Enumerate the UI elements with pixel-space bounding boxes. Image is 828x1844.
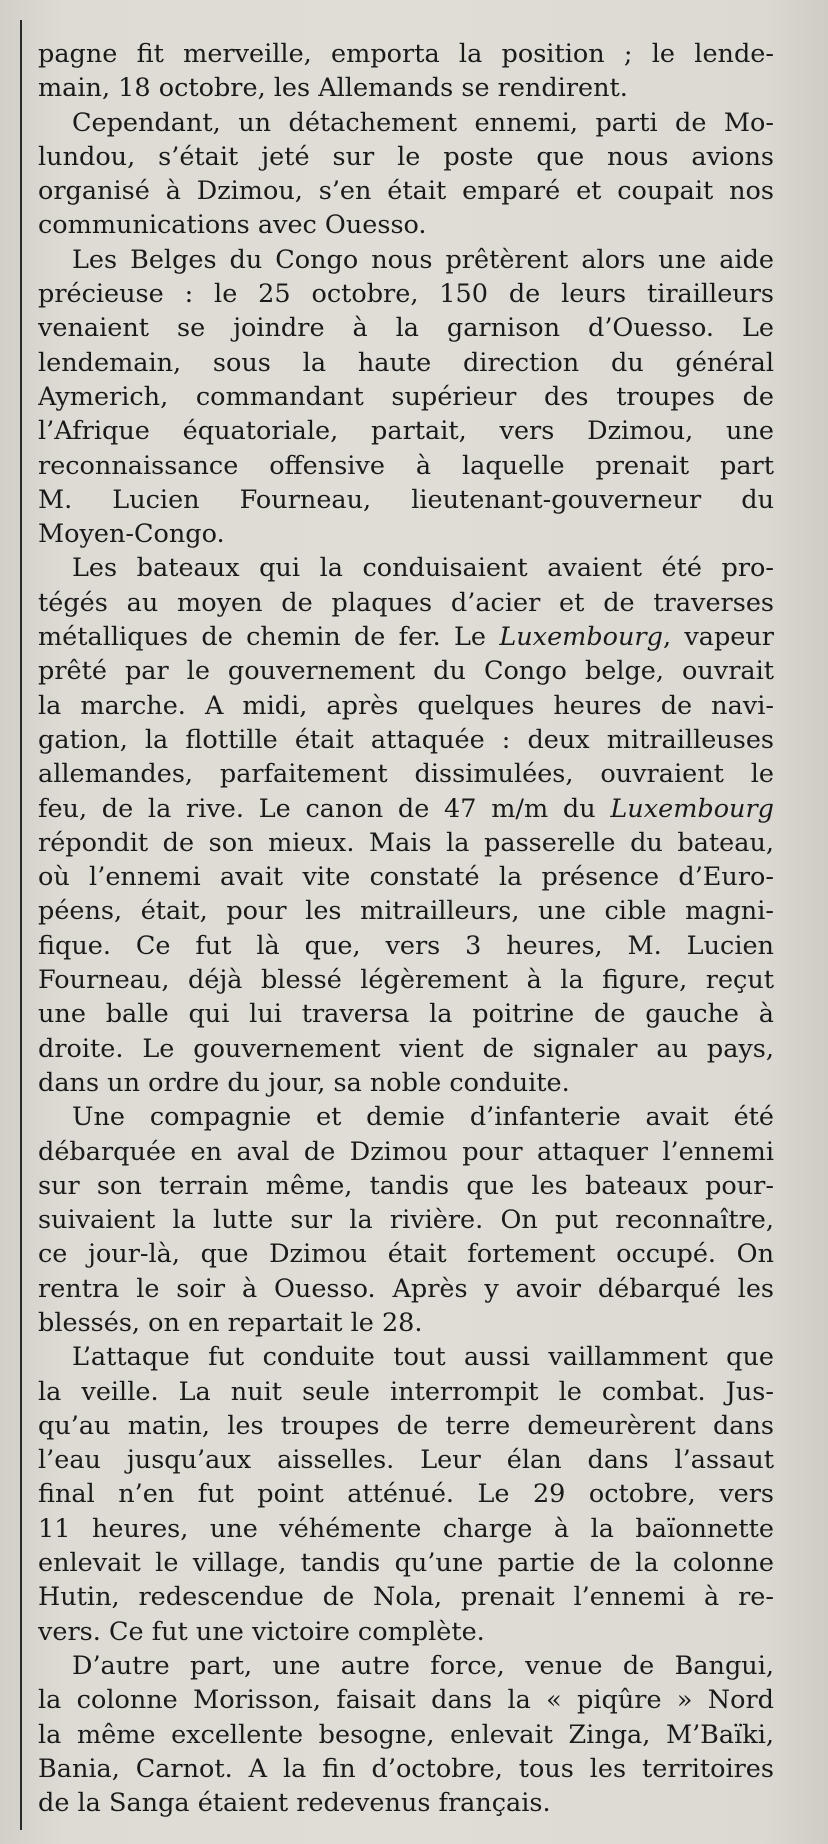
text-line: Une compagnie et demie d’infanterie avait été [72,1102,774,1133]
text-line: la marche. A midi, après quelques heures de navi- [38,690,774,721]
text-line: gation, la flottille était attaquée : deux mitrailleuses [38,724,774,755]
paragraph [38,106,774,243]
text-line: lendemain, sous la haute direction du général [38,347,774,378]
text-line: L’attaque fut conduite tout aussi vaillamment que [72,1342,774,1373]
text-line: prêté par le gouvernement du Congo belge, ouvrait [38,656,774,687]
text-line: suivaient la lutte sur la rivière. On put reconnaître, [38,1205,774,1236]
text-line: lundou, s’était jeté sur le poste que nous avions [38,141,774,172]
text-line: qu’au matin, les troupes de terre demeurèrent dans [38,1410,774,1441]
paragraph [38,37,774,106]
paragraph [38,1649,774,1820]
text-line: métalliques de chemin de fer. Le Luxembourg, vapeur [38,622,774,653]
text-line: tégés au moyen de plaques d’acier et de traverses [38,587,774,618]
text-line: blessés, on en repartait le 28. [38,1307,423,1338]
text-line: Les Belges du Congo nous prêtèrent alors une aide [72,244,774,275]
text-line: D’autre part, une autre force, venue de Bangui, [72,1650,774,1681]
text-line: rentra le soir à Ouesso. Après y avoir débarqué les [38,1273,774,1304]
paragraph [38,243,774,552]
text-line: organisé à Dzimou, s’en était emparé et coupait nos [38,176,774,207]
text-line: péens, était, pour les mitrailleurs, une cible magni- [38,896,774,927]
paragraph [38,1340,774,1649]
text-line: M. Lucien Fourneau, lieutenant-gouverneur du [38,484,774,515]
text-line: la veille. La nuit seule interrompit le combat. Jus- [38,1376,774,1407]
paragraph [38,1100,774,1340]
text-line: Bania, Carnot. A la fin d’octobre, tous les territoires [38,1753,774,1784]
text-line: l’eau jusqu’aux aisselles. Leur élan dans l’assaut [38,1445,774,1476]
text-line: Aymerich, commandant supérieur des troupes de [38,381,774,412]
text-line: Fourneau, déjà blessé légèrement à la figure, reçut [38,965,774,996]
text-line: ce jour-là, que Dzimou était fortement occupé. On [38,1239,774,1270]
text-line: une balle qui lui traversa la poitrine de gauche à [38,999,774,1030]
text-line: vers. Ce fut une victoire complète. [38,1616,485,1647]
text-line: final n’en fut point atténué. Le 29 octobre, vers [38,1479,774,1510]
text-line: 11 heures, une véhémente charge à la baïonnette [38,1513,774,1544]
margin-rule [20,20,22,1830]
text-line: l’Afrique équatoriale, partait, vers Dzimou, une [38,416,774,447]
text-line: venaient se joindre à la garnison d’Ouesso. Le [38,313,774,344]
text-line: de la Sanga étaient redevenus français. [38,1788,551,1819]
text-line: Cependant, un détachement ennemi, parti de Mo- [72,107,774,138]
text-line: fique. Ce fut là que, vers 3 heures, M. Lucien [38,930,774,961]
text-line: précieuse : le 25 octobre, 150 de leurs tirailleurs [38,279,774,310]
text-line: communications avec Ouesso. [38,210,427,241]
text-line: sur son terrain même, tandis que les bateaux pour- [38,1170,774,1201]
text-line: pagne fit merveille, emporta la position ; le lende- [38,39,774,69]
text-line: débarquée en aval de Dzimou pour attaquer l’ennemi [38,1136,774,1167]
text-line: la même excellente besogne, enlevait Zinga, M’Baïki, [38,1719,774,1750]
text-line: allemandes, parfaitement dissimulées, ouvraient le [38,759,774,790]
text-line: Moyen-Congo. [38,519,225,550]
text-line: dans un ordre du jour, sa noble conduite. [38,1067,570,1098]
text-line: Les bateaux qui la conduisaient avaient été pro- [72,553,774,584]
text-line: répondit de son mieux. Mais la passerelle du bateau, [38,827,774,858]
article-text [38,37,774,1820]
text-line: main, 18 octobre, les Allemands se rendirent. [38,73,628,104]
text-line: droite. Le gouvernement vient de signaler au pays, [38,1033,774,1064]
text-line: reconnaissance offensive à laquelle prenait part [38,450,774,481]
paragraph [38,551,774,1100]
text-line: Hutin, redescendue de Nola, prenait l’ennemi à re- [38,1582,774,1613]
text-line: où l’ennemi avait vite constaté la présence d’Euro- [38,862,774,893]
text-line: enlevait le village, tandis qu’une partie de la colonne [38,1548,774,1579]
text-line: feu, de la rive. Le canon de 47 m/m du Luxembourg [38,793,774,824]
text-line: la colonne Morisson, faisait dans la « piqûre » Nord [38,1685,774,1716]
